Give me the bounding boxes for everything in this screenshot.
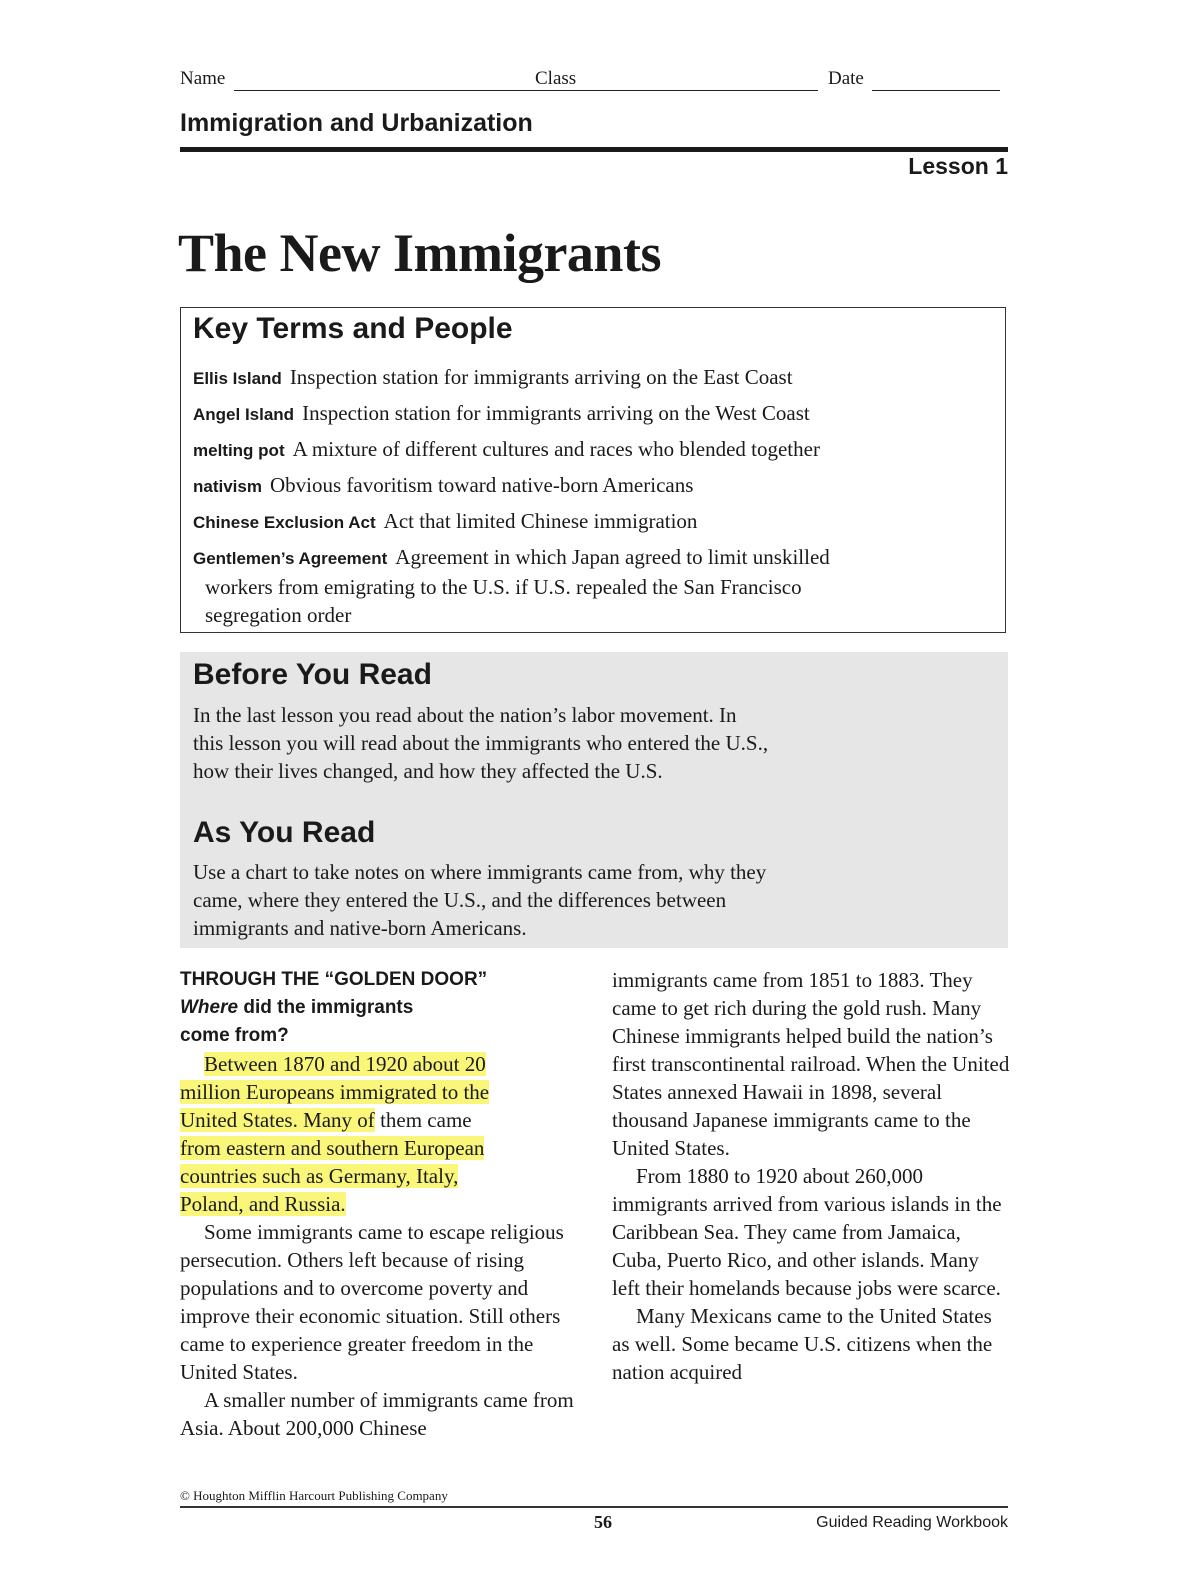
header-rule	[180, 147, 1008, 152]
name-label: Name	[180, 68, 226, 89]
key-term-name: melting pot	[193, 441, 285, 460]
text-line: Use a chart to take notes on where immigrants came from, why they	[193, 860, 767, 884]
key-term-item	[193, 507, 983, 537]
text-line: In the last lesson you read about the nation’s labor movement. In	[193, 703, 737, 727]
text-column-right	[612, 966, 1012, 1386]
key-term-name: Ellis Island	[193, 369, 282, 388]
text-line: came, where they entered the U.S., and the differences between	[193, 888, 727, 912]
key-term-name: nativism	[193, 477, 262, 496]
key-terms-heading: Key Terms and People	[193, 312, 513, 345]
section-question-cont: come from?	[180, 1025, 289, 1046]
highlighted-paragraph: Between 1870 and 1920 about 20 million Europeans immigrated to the United States. Many of them came from eastern and southern European countries such as Germany, Italy, Poland, and Russia.	[180, 1052, 490, 1216]
key-term-definition: Act that limited Chinese immigration	[383, 509, 698, 533]
date-label: Date	[828, 68, 864, 89]
key-term-definition-cont: workers from emigrating to the U.S. if U.S. repealed the San Francisco	[205, 575, 802, 599]
highlight: United States. Many of	[180, 1108, 375, 1132]
section-question: Where did the immigrants	[180, 997, 414, 1018]
page-number: 56	[594, 1512, 612, 1532]
key-term-item	[193, 399, 983, 429]
before-you-read-text	[193, 701, 893, 785]
name-class-date-line	[180, 66, 1008, 94]
unit-title: Immigration and Urbanization	[180, 109, 533, 137]
key-term-definition: Obvious favoritism toward native-born Americans	[269, 473, 694, 497]
highlight: Between 1870 and 1920 about 20	[204, 1052, 486, 1076]
key-term-definition: Inspection station for immigrants arriving on the West Coast	[302, 401, 810, 425]
text-line: this lesson you will read about the immigrants who entered the U.S.,	[193, 731, 769, 755]
key-term-definition: Inspection station for immigrants arriving on the East Coast	[289, 365, 793, 389]
date-blank[interactable]	[872, 90, 1000, 91]
paragraph: Many Mexicans came to the United States as well. Some became U.S. citizens when the nation acquired	[612, 1304, 993, 1384]
text-line: immigrants and native-born Americans.	[193, 916, 527, 940]
class-label: Class	[535, 68, 577, 89]
key-term-item	[193, 363, 983, 393]
paragraph: A smaller number of immigrants came from Asia. About 200,000 Chinese	[180, 1388, 574, 1440]
key-term-definition: A mixture of different cultures and races who blended together	[292, 437, 820, 461]
key-term-name: Chinese Exclusion Act	[193, 513, 376, 532]
paragraph: From 1880 to 1920 about 260,000 immigrants arrived from various islands in the Caribbean Sea. They came from Jamaica, Cuba, Puerto Rico, and other islands. Many left their homelands because jobs were scarce.	[612, 1164, 1002, 1300]
as-you-read-text	[193, 858, 893, 942]
key-term-name: Angel Island	[193, 405, 295, 424]
highlight: Poland, and Russia.	[180, 1192, 346, 1216]
key-term-definition-cont: segregation order	[205, 603, 352, 627]
text-line: how their lives changed, and how they affected the U.S.	[193, 759, 663, 783]
copyright: © Houghton Mifflin Harcourt Publishing Company	[180, 1488, 448, 1503]
as-you-read-heading: As You Read	[193, 816, 376, 849]
paragraph: Some immigrants came to escape religious persecution. Others left because of rising populations and to overcome poverty and improve their economic situation. Still others came to experience greater freedom in the United States.	[180, 1220, 564, 1384]
key-term-item	[193, 471, 983, 501]
page-title: The New Immigrants	[178, 223, 661, 283]
key-term-definition: Agreement in which Japan agreed to limit unskilled	[395, 545, 830, 569]
key-term-item	[193, 435, 983, 465]
before-you-read-heading: Before You Read	[193, 658, 432, 691]
highlight: from eastern and southern European	[180, 1136, 485, 1160]
class-blank[interactable]	[584, 90, 818, 91]
text-column-left	[180, 966, 580, 1442]
section-heading: THROUGH THE “GOLDEN DOOR”	[180, 969, 488, 990]
workbook-title: Guided Reading Workbook	[816, 1514, 1008, 1531]
lesson-label: Lesson 1	[908, 153, 1008, 179]
highlight: million Europeans immigrated to the	[180, 1080, 490, 1104]
key-term-item	[193, 543, 983, 629]
footer-rule	[180, 1506, 1008, 1508]
highlight: countries such as Germany, Italy,	[180, 1164, 459, 1188]
key-term-name: Gentlemen’s Agreement	[193, 549, 388, 568]
paragraph: immigrants came from 1851 to 1883. They came to get rich during the gold rush. Many Chinese immigrants helped build the nation’s first transcontinental railroad. When the United States annexed Hawaii in 1898, several thousand Japanese immigrants came to the United States.	[612, 968, 1010, 1160]
